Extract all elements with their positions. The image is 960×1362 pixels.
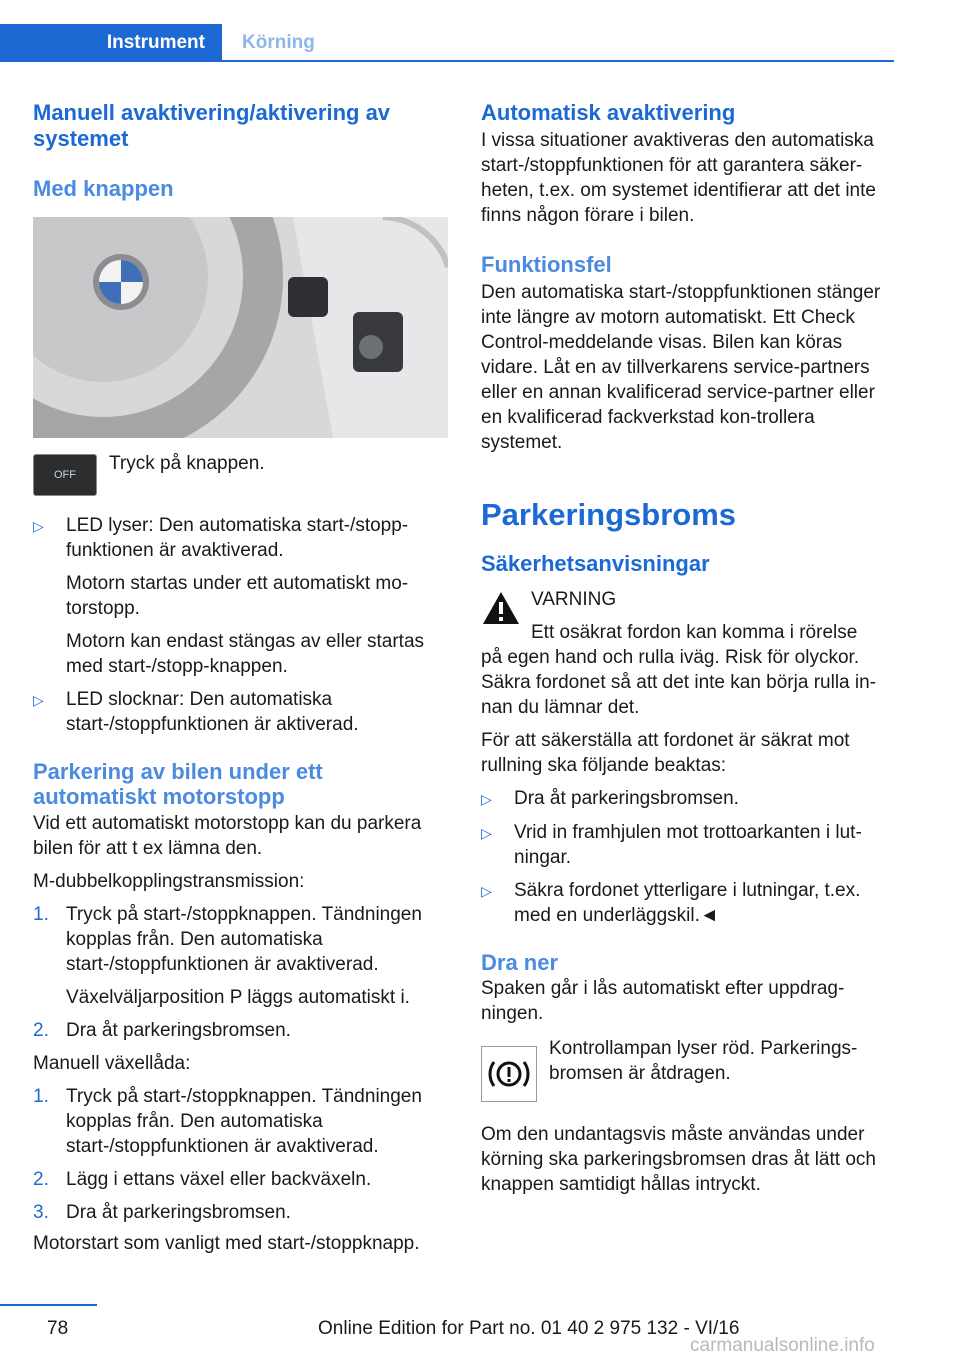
heading-parking-auto-stop: Parkering av bilen under ett automatiskt motorstopp: [33, 759, 323, 809]
list-item: [33, 1167, 448, 1192]
bullet-text: LED lyser: Den automatiska start-/stopp-funktionen är avaktiverad.: [66, 515, 409, 561]
edition-info: Online Edition for Part no. 01 40 2 975 132 - VI/16: [318, 1318, 740, 1339]
bullet-subtext: Motorn kan endast stängas av eller startas med start-/stopp-knappen.: [66, 631, 425, 677]
safety-list: [481, 786, 896, 928]
bullet-text: Säkra fordonet ytterligare i lutningar, t.ex. med en underläggskil.◄: [514, 880, 861, 926]
list-text: Tryck på start-/stoppknappen. Tändningen kopplas från. Den automatiska start-/stoppfunktionen är avaktiverad.: [66, 1086, 422, 1157]
list-subtext: Växelväljarposition P läggs automatiskt i.: [66, 987, 410, 1008]
warning-block: [481, 587, 896, 645]
tab-korning[interactable]: Körning: [242, 32, 315, 53]
footer-divider: [0, 1304, 97, 1306]
steering-wheel-photo: [33, 217, 448, 438]
triangle-bullet-icon: ▷: [33, 518, 44, 534]
tabs-divider: [222, 60, 894, 62]
list-item: [33, 1200, 448, 1225]
steering-wheel-illustration: [33, 217, 448, 438]
page-number: 78: [47, 1318, 69, 1339]
heading-safety: Säkerhetsanvisningar: [481, 551, 710, 576]
bullet-subtext: Motorn startas under ett automatiskt mo-torstopp.: [66, 573, 409, 619]
led-list: [33, 513, 448, 737]
header-tabs: [0, 24, 894, 62]
list-item: [33, 1084, 448, 1159]
list-item: [33, 687, 448, 737]
triangle-bullet-icon: ▷: [33, 692, 44, 708]
heading-with-button: Med knappen: [33, 176, 174, 201]
list-text: Tryck på start-/stoppknappen. Tändningen kopplas från. Den automatiska start-/stoppfunktionen är avaktiverad.: [66, 904, 422, 975]
right-column: [481, 100, 896, 1197]
auto-start-stop-off-icon: [33, 454, 97, 496]
heading-auto-deactivation: Automatisk avaktivering: [481, 100, 736, 125]
tab-instrument[interactable]: Instrument: [0, 24, 222, 62]
heading-manual-deactivation: Manuell avaktivering/aktivering av systemet: [33, 100, 391, 151]
paragraph: Om den undantagsvis måste användas under körning ska parkeringsbromsen dras åt lätt och knappen samtidigt hållas intryckt.: [481, 1124, 876, 1195]
numbered-list-manual: [33, 1084, 448, 1225]
list-item: [481, 878, 896, 928]
warning-title: VARNING: [531, 589, 617, 610]
list-number: 2.: [33, 1169, 49, 1190]
paragraph: Motorstart som vanligt med start-/stoppknapp.: [33, 1233, 420, 1254]
parking-brake-indicator-icon: [486, 1057, 532, 1091]
triangle-bullet-icon: ▷: [481, 883, 492, 899]
photo-caption: Tryck på knappen.: [109, 453, 265, 474]
list-item: [481, 786, 896, 812]
indicator-block: [481, 1036, 896, 1102]
list-number: 2.: [33, 1020, 49, 1041]
list-text: Dra åt parkeringsbromsen.: [66, 1202, 291, 1223]
list-number: 3.: [33, 1202, 49, 1223]
watermark: carmanualsonline.info: [690, 1335, 875, 1356]
bullet-text: Vrid in framhjulen mot trottoarkanten i lut-ningar.: [514, 822, 862, 868]
triangle-bullet-icon: ▷: [481, 825, 492, 841]
warning-text: Ett osäkrat fordon kan komma i rörelse: [531, 622, 858, 643]
heading-malfunction: Funktionsfel: [481, 252, 612, 277]
heading-parking-brake: Parkeringsbroms: [481, 497, 736, 532]
numbered-list-dct: [33, 902, 448, 1043]
paragraph: Vid ett automatiskt motorstopp kan du parkera bilen för att t ex lämna den.: [33, 813, 422, 859]
indicator-text: Kontrollampan lyser röd. Parkerings-bromsen är åtdragen.: [549, 1038, 858, 1084]
paragraph: Manuell växellåda:: [33, 1053, 191, 1074]
list-item: [33, 1018, 448, 1043]
bullet-text: Dra åt parkeringsbromsen.: [514, 788, 739, 809]
warning-triangle-icon: [481, 590, 521, 626]
bullet-text: LED slocknar: Den automatiska start-/stoppfunktionen är aktiverad.: [66, 689, 359, 735]
paragraph: Den automatiska start-/stoppfunktionen stänger inte längre av motorn automatiskt. Ett Check Control-meddelande visas. Bilen kan köras vidare. Låt en av tillverkarens service-partners eller en annan kvalificerad service-partner eller en kvalificerad fackverkstad kon-trollera systemet.: [481, 282, 881, 453]
paragraph: I vissa situationer avaktiveras den automatiska start-/stoppfunktionen för att garantera säker-heten, t.ex. om systemet identifierar att det inte finns någon förare i bilen.: [481, 130, 876, 226]
heading-pull-up: Dra ner: [481, 950, 559, 975]
off-button-label: OFF: [54, 468, 76, 481]
triangle-bullet-icon: ▷: [481, 791, 492, 807]
warning-text-continued: på egen hand och rulla iväg. Risk för olyckor. Säkra fordonet så att det inte kan börja rulla in-nan du lämnar det.: [481, 647, 877, 718]
indicator-lamp-box: [481, 1046, 537, 1102]
paragraph: För att säkerställa att fordonet är säkrat mot rullning ska följande beaktas:: [481, 730, 850, 776]
list-text: Dra åt parkeringsbromsen.: [66, 1020, 291, 1041]
list-text: Lägg i ettans växel eller backväxeln.: [66, 1169, 372, 1190]
list-number: 1.: [33, 904, 49, 925]
list-number: 1.: [33, 1086, 49, 1107]
list-item: [481, 820, 896, 870]
list-item: [33, 902, 448, 977]
paragraph: M-dubbelkopplingstransmission:: [33, 871, 305, 892]
list-item: [33, 513, 448, 563]
left-column: [33, 100, 448, 1256]
paragraph: Spaken går i lås automatiskt efter uppdrag-ningen.: [481, 978, 845, 1024]
